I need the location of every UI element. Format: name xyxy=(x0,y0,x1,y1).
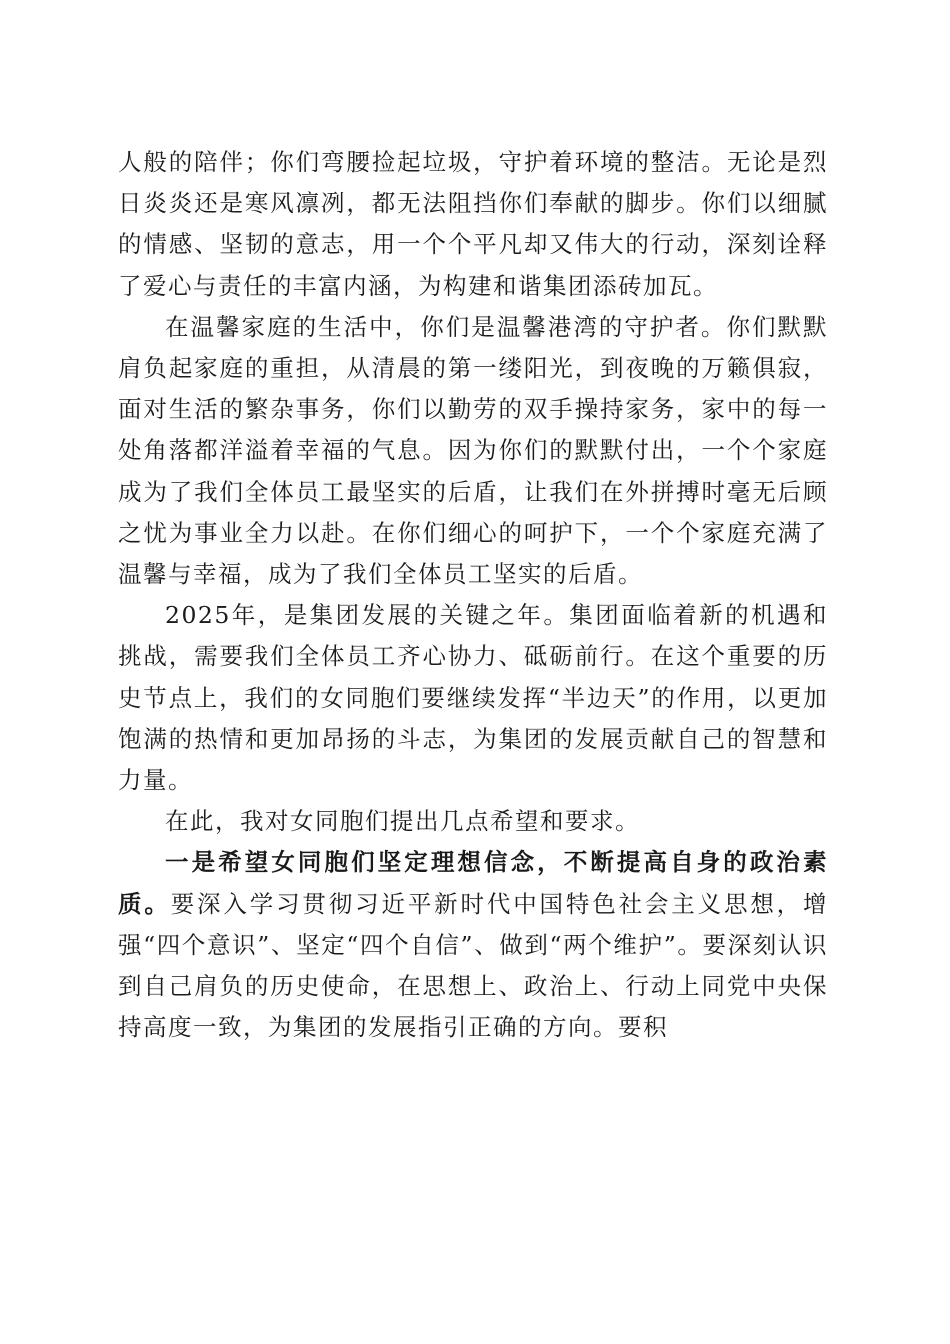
document-page xyxy=(118,142,828,1048)
paragraph-point-one xyxy=(118,842,828,1048)
point-one-lead: 一是希望女同胞们坚定理想信念，不断提高自身的政治素质。 xyxy=(118,848,828,918)
paragraph-expectations-intro: 在此，我对女同胞们提出几点希望和要求。 xyxy=(165,807,640,836)
paragraph-continuation: 人般的陪伴；你们弯腰捡起垃圾，守护着环境的整洁。无论是烈日炎炎还是寒风凛冽，都无法阻挡你们奉献的脚步。你们以细腻的情感、坚韧的意志，用一个个平凡却又伟大的行动，深刻诠释了爱心与责任的丰富内涵，为构建和谐集团添砖加瓦。 xyxy=(118,148,828,300)
point-one-body: 要深入学习贯彻习近平新时代中国特色社会主义思想，增强“四个意识”、坚定“四个自信”、做到“两个维护”。要深刻认识到自己肩负的历史使命，在思想上、政治上、行动上同党中央保持高度一致，为集团的发展指引正确的方向。要积 xyxy=(118,889,829,1042)
paragraph-family: 在温馨家庭的生活中，你们是温馨港湾的守护者。你们默默肩负起家庭的重担，从清晨的第一缕阳光，到夜晚的万籁俱寂，面对生活的繁杂事务，你们以勤劳的双手操持家务，家中的每一处角落都洋溢着幸福的气息。因为你们的默默付出，一个个家庭成为了我们全体员工最坚实的后盾，让我们在外拼搏时毫无后顾之忧为事业全力以赴。在你们细心的呵护下，一个个家庭充满了温馨与幸福，成为了我们全体员工坚实的后盾。 xyxy=(118,312,828,589)
paragraph-2025: 2025年，是集团发展的关键之年。集团面临着新的机遇和挑战，需要我们全体员工齐心协力、砥砺前行。在这个重要的历史节点上，我们的女同胞们要继续发挥“半边天”的作用，以更加饱满的热情和更加昂扬的斗志，为集团的发展贡献自己的智慧和力量。 xyxy=(118,601,828,795)
